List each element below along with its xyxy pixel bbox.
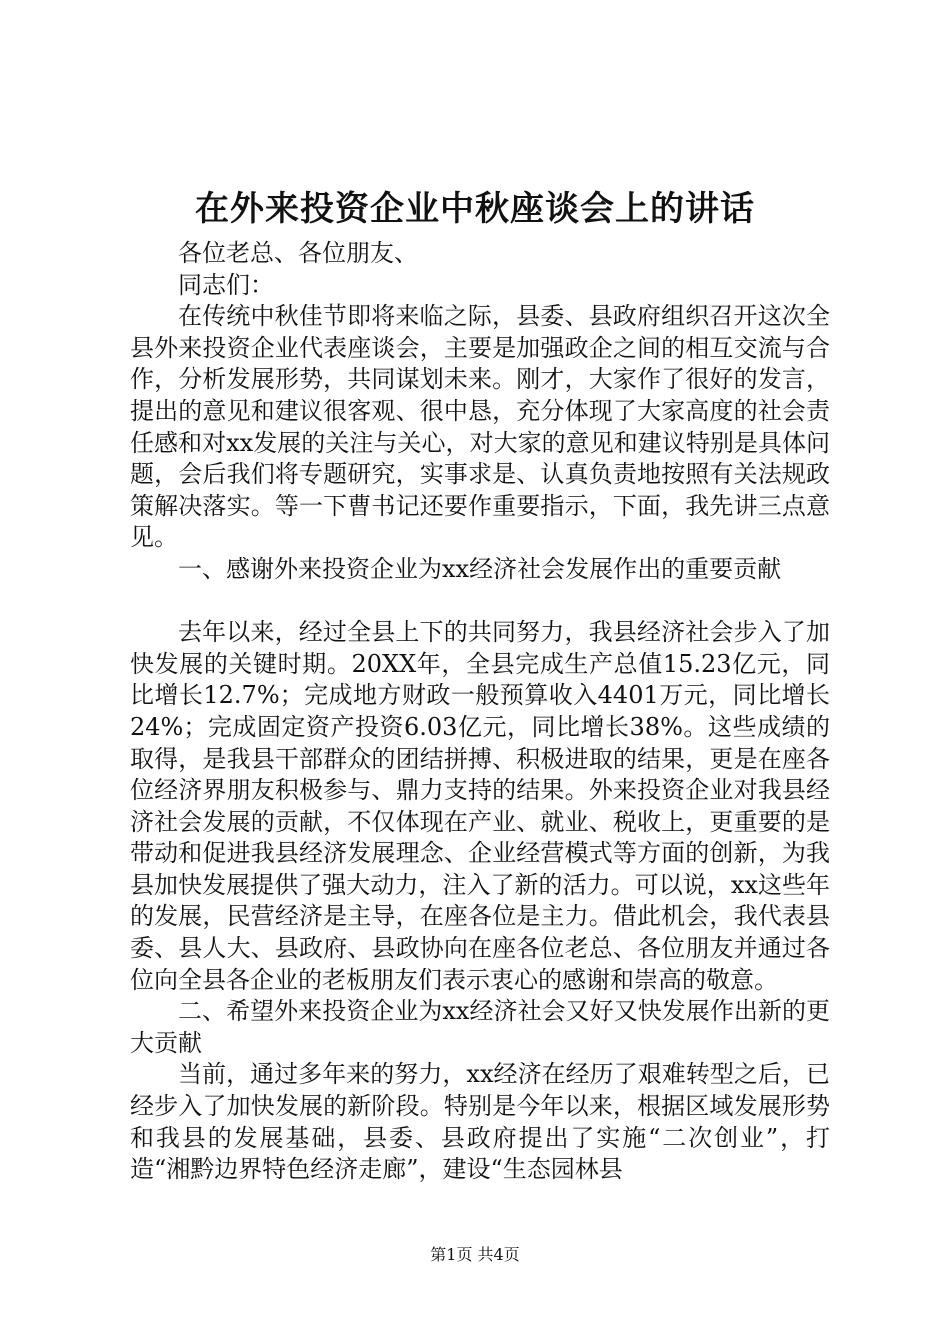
section-1-paragraph: 去年以来，经过全县上下的共同努力，我县经济社会步入了加快发展的关键时期。20XX年，全县完成生产总值15.23亿元，同比增长12.7%；完成地方财政一般预算收入4401万元，同比增长24%；完成固定资产投资6.03亿元，同比增长38%。这些成绩的取得，是我县干部群众的团结拼搏、积极进取的结果，更是在座各位经济界朋友积极参与、鼎力支持的结果。外来投资企业对我县经济社会发展的贡献，不仅体现在产业、就业、税收上，更重要的是带动和促进我县经济发展理念、企业经营模式等方面的创新，为我县加快发展提供了强大动力，注入了新的活力。可以说，xx这些年的发展，民营经济是主导，在座各位是主力。借此机会，我代表县委、县人大、县政府、县政协向在座各位老总、各位朋友并通过各位向全县各企业的老板朋友们表示衷心的感谢和崇高的敬意。 — [130, 618, 830, 994]
page-number-footer: 第1页 共4页 — [430, 1245, 520, 1264]
salutation-line-1: 各位老总、各位朋友、 — [178, 239, 418, 267]
document-title: 在外来投资企业中秋座谈会上的讲话 — [195, 189, 755, 229]
salutation-line-2: 同志们： — [178, 270, 274, 299]
document-body — [130, 238, 830, 1186]
section-2-paragraph: 当前，通过多年来的努力，xx经济在经历了艰难转型之后，已经步入了加快发展的新阶段。特别是今年以来，根据区域发展形势和我县的发展基础，县委、县政府提出了实施“二次创业”，打造“湘黔边界特色经济走廊”，建设“生态园林县 — [130, 1060, 830, 1184]
section-heading-2: 二、希望外来投资企业为xx经济社会又好又快发展作出新的更大贡献 — [130, 997, 830, 1057]
section-heading-1: 一、感谢外来投资企业为xx经济社会发展作出的重要贡献 — [178, 554, 782, 583]
intro-paragraph: 在传统中秋佳节即将来临之际，县委、县政府组织召开这次全县外来投资企业代表座谈会，主要是加强政企之间的相互交流与合作，分析发展形势，共同谋划未来。刚才，大家作了很好的发言，提出的意见和建议很客观、很中恳，充分体现了大家高度的社会责任感和对xx发展的关注与关心，对大家的意见和建议特别是具体问题，会后我们将专题研究，实事求是、认真负责地按照有关法规政策解决落实。等一下曹书记还要作重要指示，下面，我先讲三点意见。 — [130, 302, 830, 552]
